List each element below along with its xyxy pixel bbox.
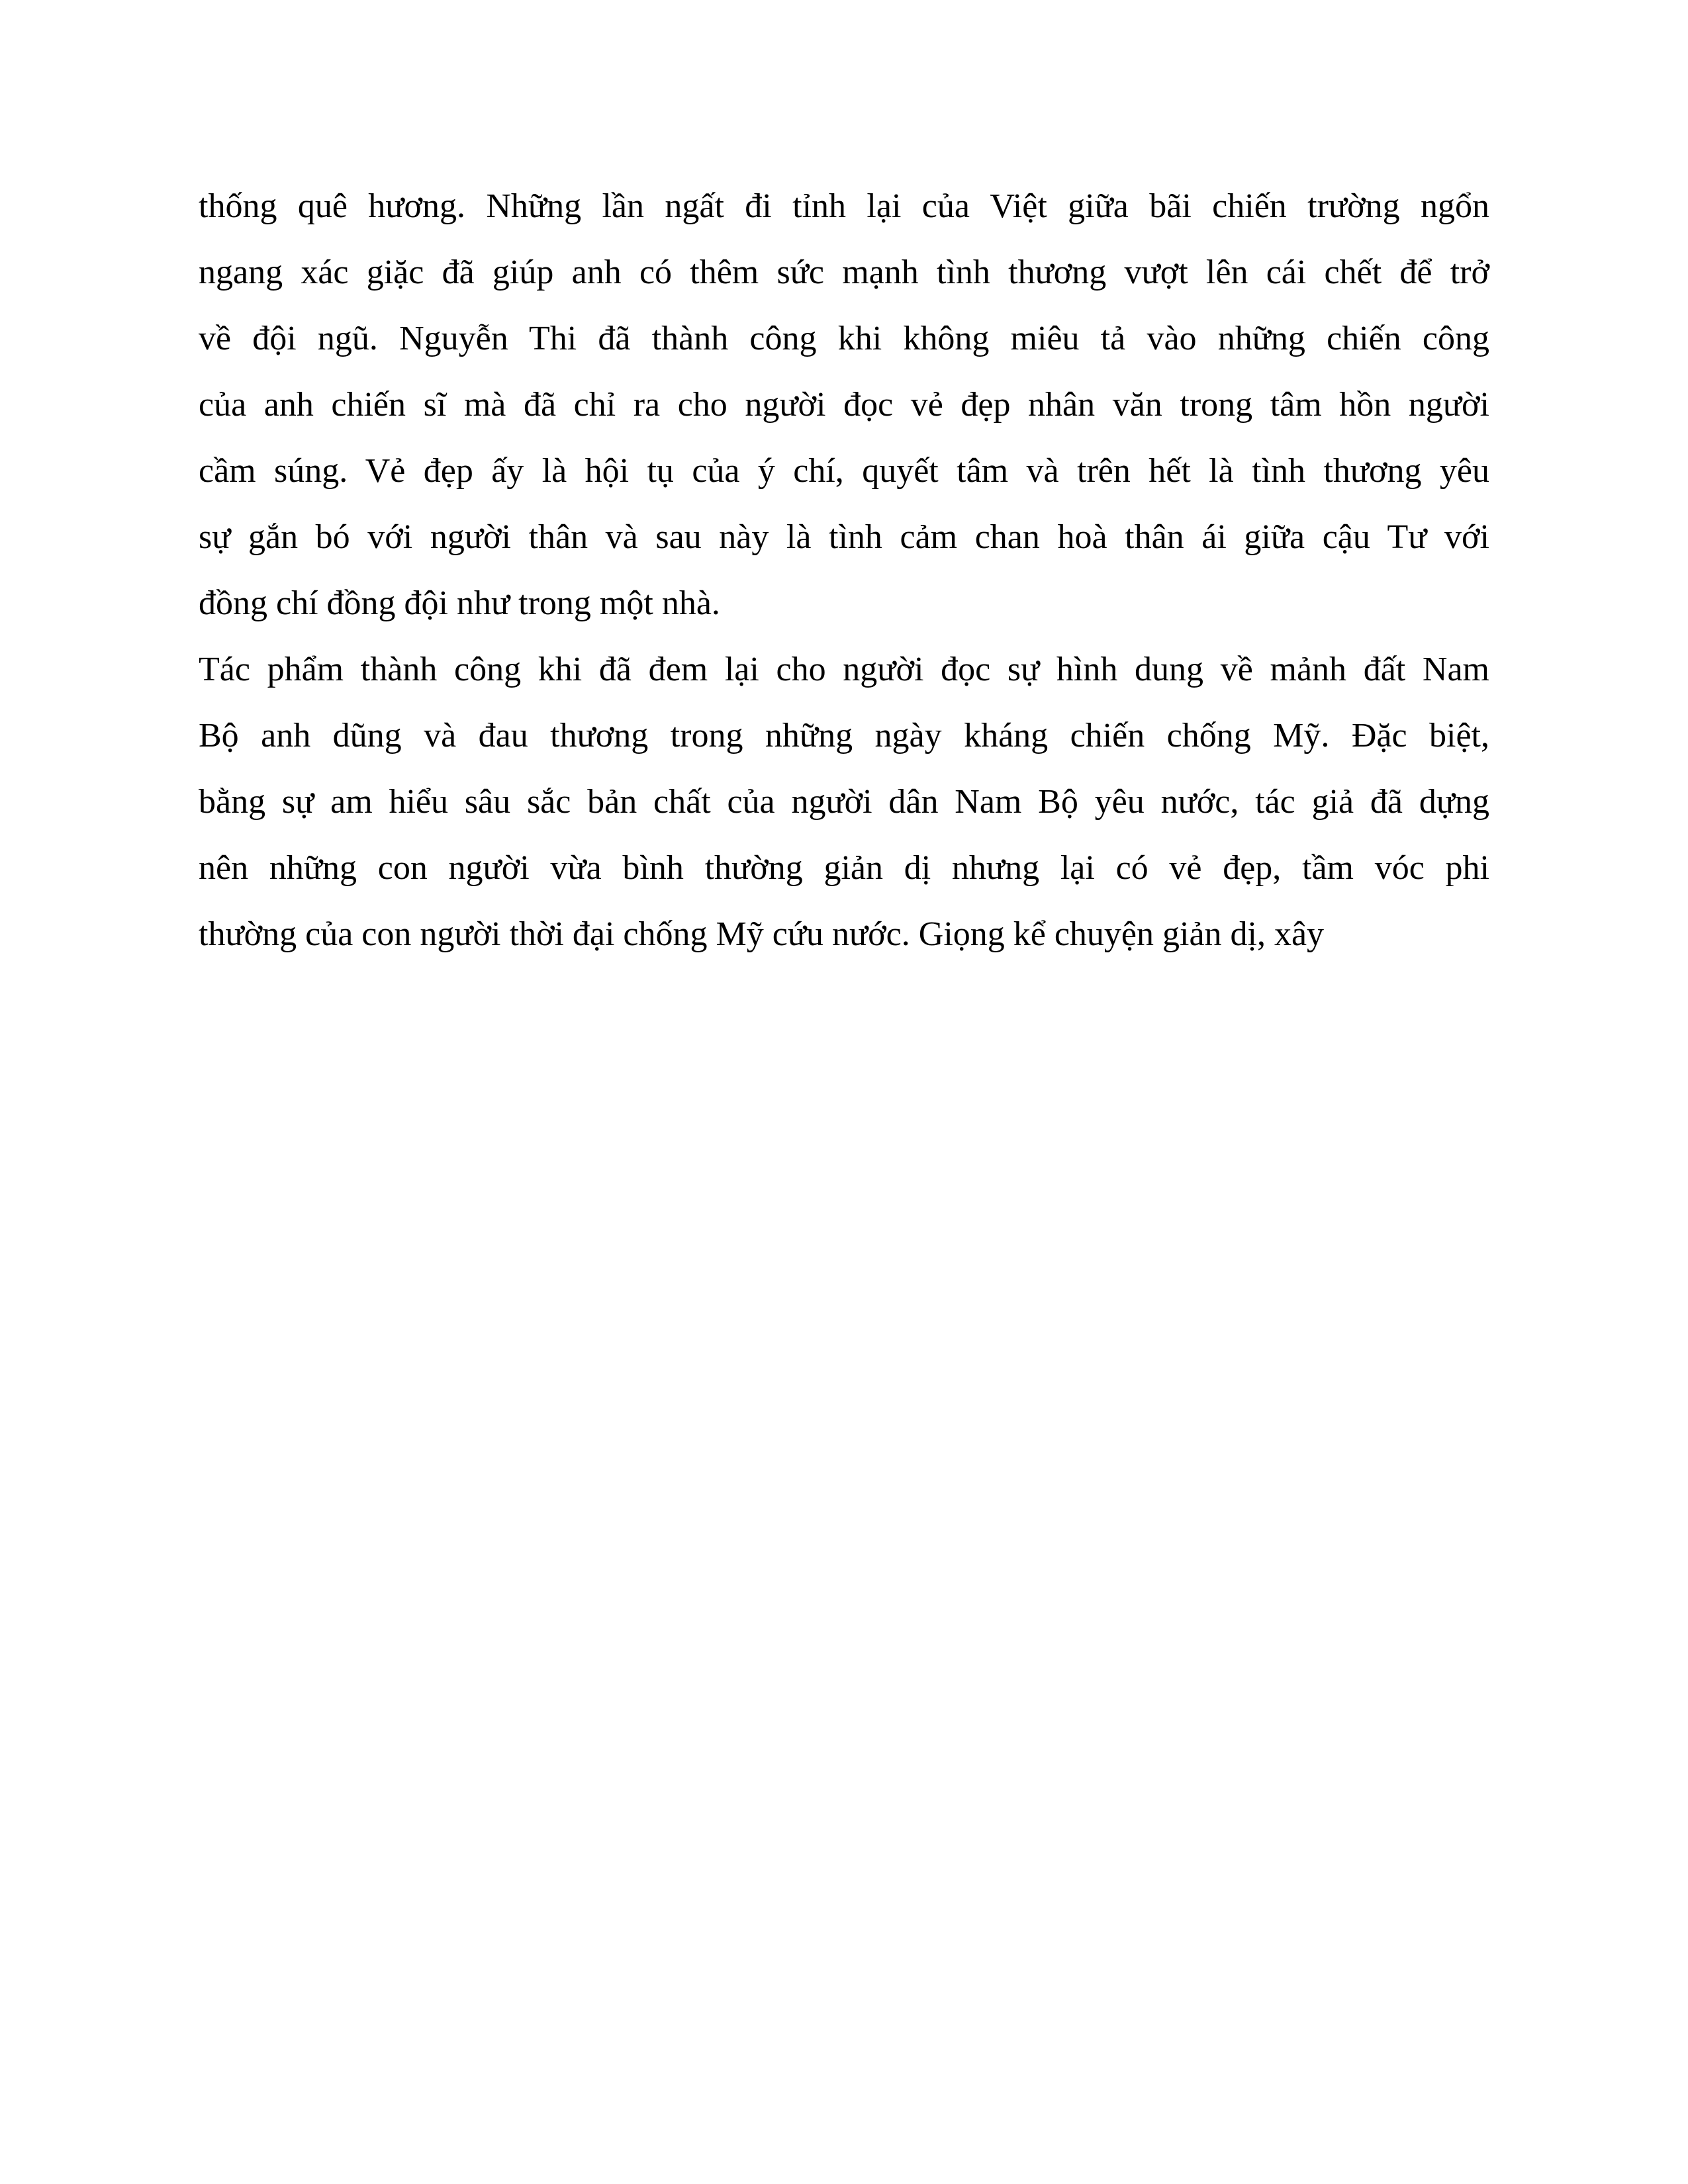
text-line: ngang xác giặc đã giúp anh có thêm sức mạnh tình thương vượt lên cái chết để trở: [199, 253, 1489, 291]
text-line: Bộ anh dũng và đau thương trong những ngày kháng chiến chống Mỹ. Đặc biệt,: [199, 717, 1489, 754]
text-line: Tác phẩm thành công khi đã đem lại cho người đọc sự hình dung về mảnh đất Nam: [199, 651, 1489, 688]
text-line: nên những con người vừa bình thường giản dị nhưng lại có vẻ đẹp, tầm vóc phi: [199, 849, 1489, 887]
text-line: đồng chí đồng đội như trong một nhà.: [199, 584, 720, 622]
text-line: thường của con người thời đại chống Mỹ cứu nước. Giọng kể chuyện giản dị, xây: [199, 915, 1325, 953]
text-line: về đội ngũ. Nguyễn Thi đã thành công khi không miêu tả vào những chiến công: [199, 320, 1489, 357]
paragraph-2: [199, 637, 1489, 968]
text-line: thống quê hương. Những lần ngất đi tỉnh lại của Việt giữa bãi chiến trường ngổn: [199, 187, 1489, 225]
paragraph-1: [199, 173, 1489, 637]
body-text: [199, 173, 1489, 968]
text-line: cầm súng. Vẻ đẹp ấy là hội tụ của ý chí, quyết tâm và trên hết là tình thương yêu: [199, 452, 1489, 490]
text-line: của anh chiến sĩ mà đã chỉ ra cho người đọc vẻ đẹp nhân văn trong tâm hồn người: [199, 386, 1489, 424]
text-line: sự gắn bó với người thân và sau này là tình cảm chan hoà thân ái giữa cậu Tư với: [199, 518, 1489, 556]
text-line: bằng sự am hiểu sâu sắc bản chất của người dân Nam Bộ yêu nước, tác giả đã dựng: [199, 783, 1489, 821]
